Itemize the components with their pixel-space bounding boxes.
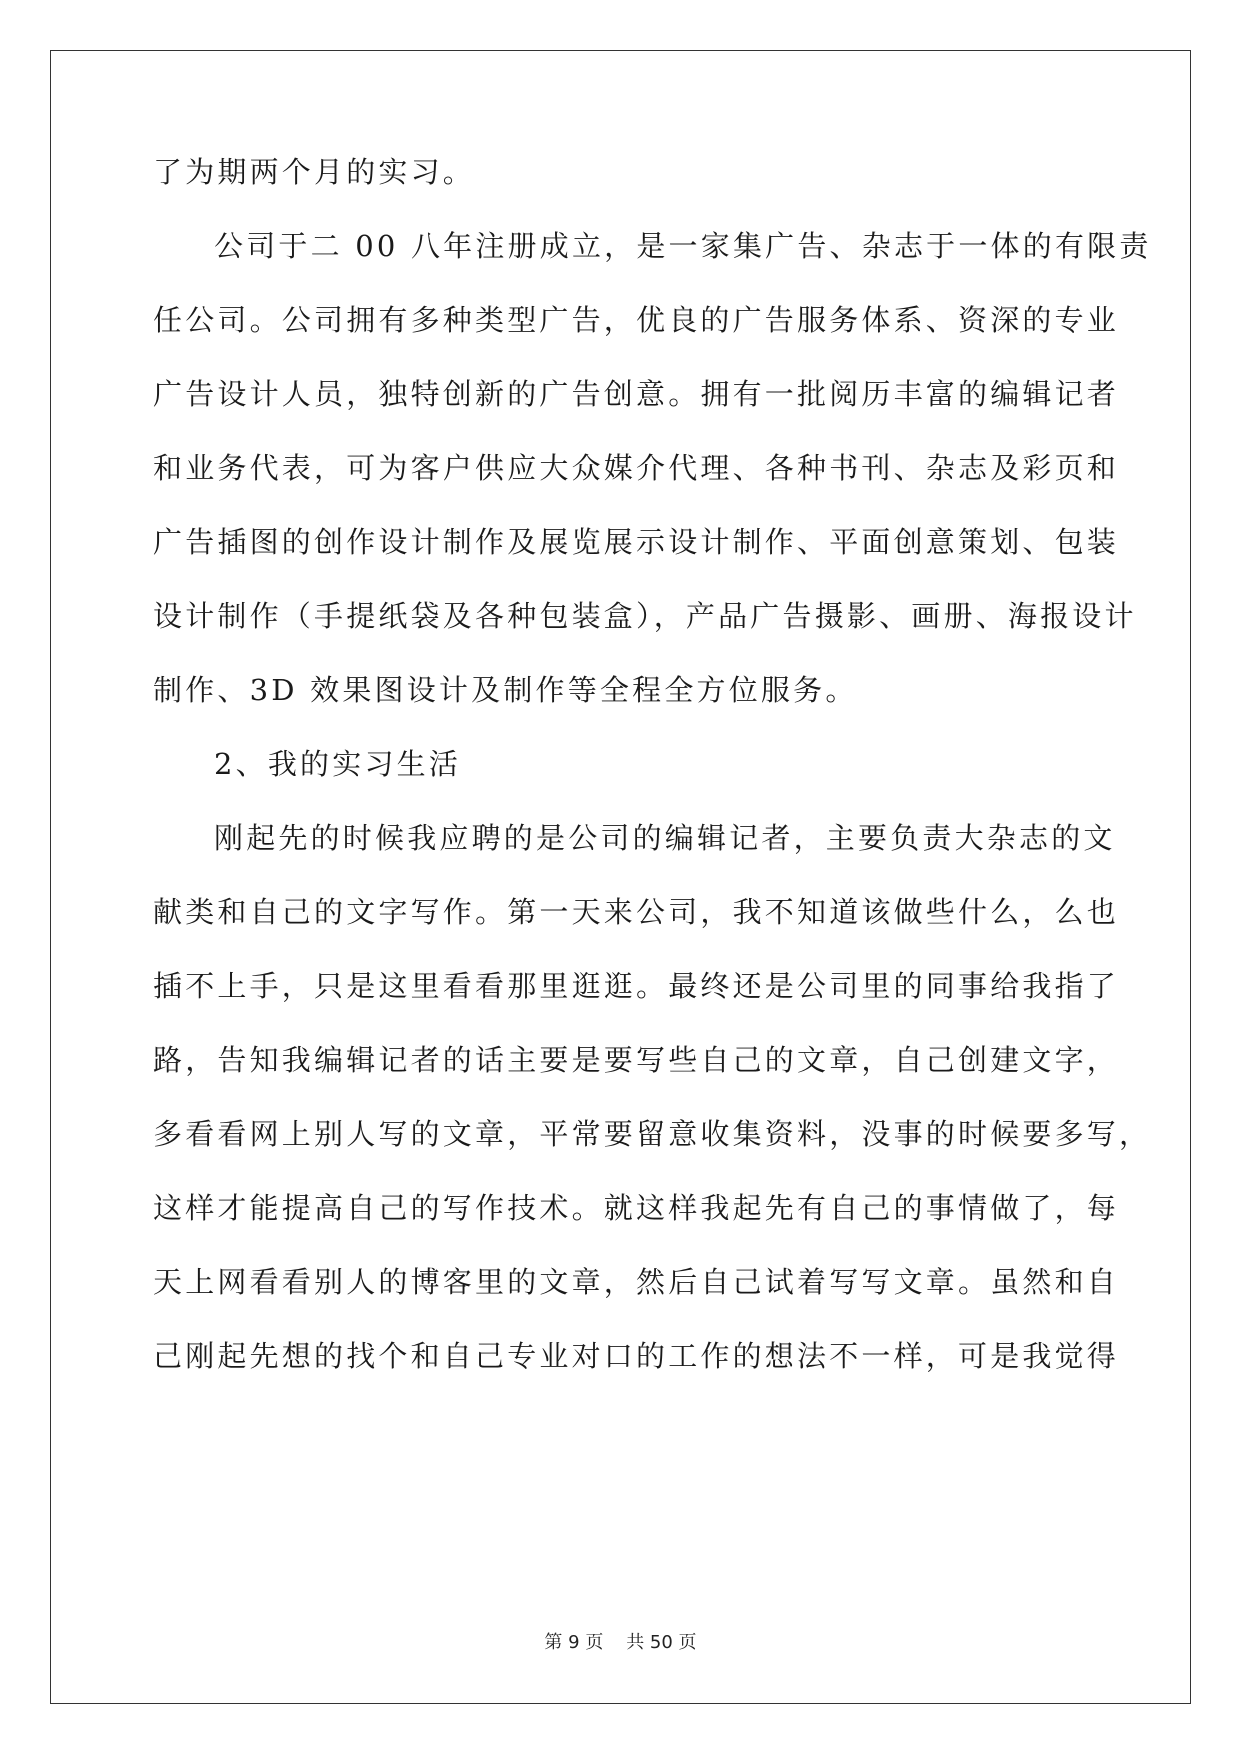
text-line: 这样才能提高自己的写作技术。就这样我起先有自己的事情做了，每 <box>153 1191 1120 1225</box>
text-line: 己刚起先想的找个和自己专业对口的工作的想法不一样，可是我觉得 <box>153 1339 1120 1373</box>
section-heading: 2、我的实习生活 <box>214 747 462 781</box>
text-line: 和业务代表，可为客户供应大众媒介代理、各种书刊、杂志及彩页和 <box>153 451 1120 485</box>
text-line: 路，告知我编辑记者的话主要是要写些自己的文章，自己创建文字， <box>153 1043 1120 1077</box>
text-line: 多看看网上别人写的文章，平常要留意收集资料，没事的时候要多写， <box>153 1117 1152 1151</box>
paragraph-line: 公司于二 00 八年注册成立，是一家集广告、杂志于一体的有限责 <box>214 229 1152 263</box>
text-line: 插不上手，只是这里看看那里逛逛。最终还是公司里的同事给我指了 <box>153 969 1120 1003</box>
text-line: 天上网看看别人的博客里的文章，然后自己试着写写文章。虽然和自 <box>153 1265 1120 1299</box>
page-number-footer: 第 9 页 共 50 页 <box>544 1632 697 1653</box>
text-line: 献类和自己的文字写作。第一天来公司，我不知道该做些什么，么也 <box>153 895 1120 929</box>
text-line: 广告插图的创作设计制作及展览展示设计制作、平面创意策划、包装 <box>153 525 1120 559</box>
text-line: 广告设计人员，独特创新的广告创意。拥有一批阅历丰富的编辑记者 <box>153 377 1120 411</box>
text-line: 设计制作（手提纸袋及各种包装盒），产品广告摄影、画册、海报设计 <box>153 599 1137 633</box>
text-line: 了为期两个月的实习。 <box>153 155 476 189</box>
page-border <box>50 50 1191 1704</box>
text-line: 任公司。公司拥有多种类型广告，优良的广告服务体系、资深的专业 <box>153 303 1120 337</box>
text-line: 制作、3D 效果图设计及制作等全程全方位服务。 <box>153 673 858 707</box>
paragraph-line: 刚起先的时候我应聘的是公司的编辑记者，主要负责大杂志的文 <box>214 821 1116 855</box>
